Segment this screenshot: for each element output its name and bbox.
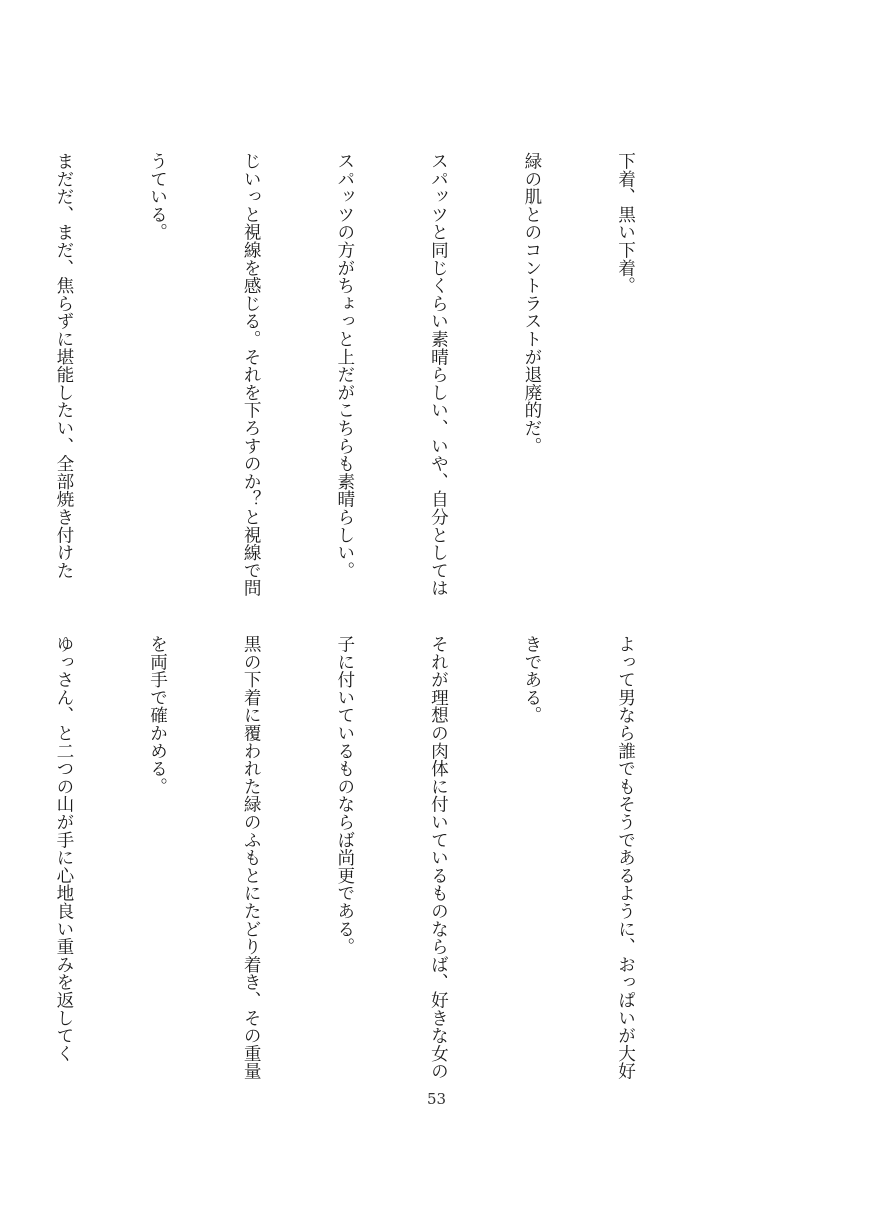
text-line: スパッツの方がちょっと上だがこちらも素晴らしい。 (334, 152, 355, 580)
text-line: 下着、黒い下着。 (615, 152, 636, 295)
text-line: を両手で確かめる。 (147, 635, 168, 796)
text-line: スパッツと同じくらい素晴らしい、いや、自分としては (428, 152, 449, 597)
text-line: まだだ、まだ、焦らずに堪能したい、全部焼き付けた (53, 152, 74, 580)
text-line: それが理想の肉体に付いているものならば、好きな女の (428, 635, 449, 1080)
text-line: 子に付いているものならば尚更である。 (334, 635, 355, 956)
text-line: ゆっさん、と二つの山が手に心地良い重みを返してく (53, 635, 74, 1063)
text-block-upper (53, 152, 703, 597)
text-line: うている。 (147, 152, 168, 241)
text-line: きである。 (521, 635, 542, 724)
page-number: 53 (426, 1090, 447, 1108)
text-line: じいっと視線を感じる。それを下ろすのか？と視線で問 (241, 152, 262, 597)
text-block-lower (53, 635, 703, 1080)
text-line: よって男なら誰でもそうであるように、おっぱいが大好 (615, 635, 636, 1080)
text-line: 緑の肌とのコントラストが退廃的だ。 (521, 152, 542, 455)
text-line: 黒の下着に覆われた緑のふもとにたどり着き、その重量 (241, 635, 262, 1080)
